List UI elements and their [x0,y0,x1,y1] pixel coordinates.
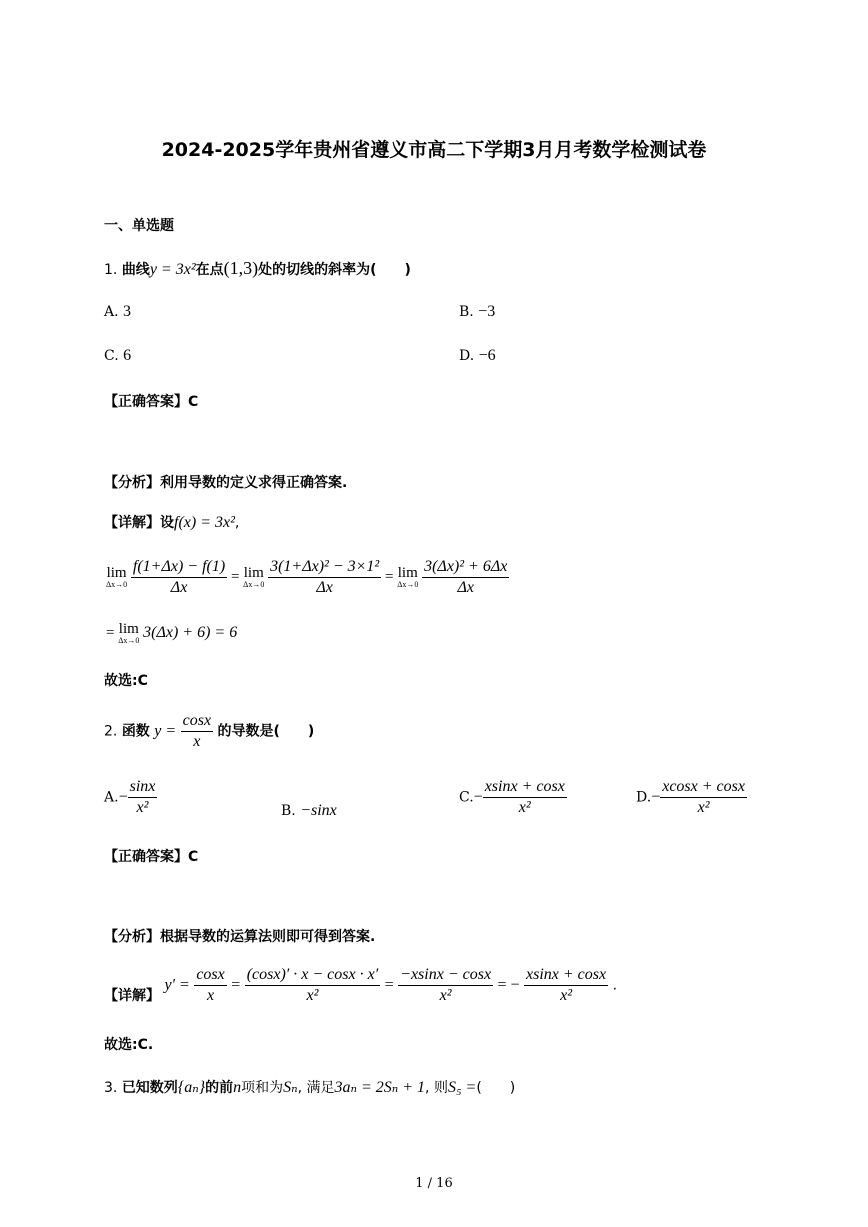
q1-detail: 【详解】设f(x) = 3x², [104,514,240,531]
q2-func-frac: $\frac{\cos x}{x}$ [182,712,212,750]
q1-lim-3: lim Δx→0 [397,565,419,589]
page-number: 1 / 16 [415,1176,453,1191]
section-heading: 一、单选题 [104,218,174,234]
q1-point-expr: (1,3) [223,258,259,278]
q2-option-d: D.− $\frac{xcosx + \cos x}{\text{x²}}$ [636,778,745,816]
q1-limit-result: = lim Δx→0 3(Δx) + 6) = 6 [106,621,238,645]
q1-answer: 【正确答案】C [104,394,199,410]
q1-text-a: 曲线 [121,262,150,278]
page-title: 2024-2025学年贵州省遵义市高二下学期3月月考数学检测试卷 [161,139,707,161]
q2-option-a: A.− $\frac{\sin x}{\text{x²}}$ [104,778,156,816]
q1-text-b: 在点 [195,262,224,278]
q2-answer: 【正确答案】C [104,849,199,865]
q1-detail-expr: f(x) = 3x² [174,514,235,531]
q1-lim-1: lim Δx→0 [106,565,128,589]
q1-option-b: B. −3 [459,303,496,320]
q1-option-c: C. 6 [104,347,132,364]
q1-stem [104,258,411,279]
q1-limit-equation: lim Δx→0 $\frac{f(1+\Delta x) - f(1)}{\Delta x}$ = lim Δx→0 $\frac{\text{3(1+Δx)² − 3×1²}}{\Delta x}$ = lim Δx→0 $\frac{\text{3(Δx)² + 6Δx}}{\Delta x}$ [106,558,508,596]
q2-option-b: B. −sinx [281,802,337,819]
q2-conclusion: 故选:C. [104,1037,154,1053]
q1-conclusion: 故选:C [104,673,148,689]
q2-analysis: 【分析】根据导数的运算法则即可得到答案. [104,929,376,945]
q1-option-d: D. −6 [459,347,496,364]
q1-frac-3: $\frac{\text{3(Δx)² + 6Δx}}{\Delta x}$ [424,558,508,596]
q1-text-c: 处的切线的斜率为( ) [258,262,411,278]
q1-number: 1. [104,262,118,278]
q1-frac-1: $\frac{f(1+\Delta x) - f(1)}{\Delta x}$ [132,558,226,596]
q2-stem: 2. 函数 y = $\frac{\cos x}{x}$ 的导数是( ) [104,712,315,750]
q1-analysis: 【分析】利用导数的定义求得正确答案. [104,475,348,491]
q3-stem: 3. 已知数列{aₙ}的前n项和为Sₙ, 满足3aₙ = 2Sₙ + 1, 则S₅ =( ) [104,1079,516,1096]
q1-curve-expr: y = 3x² [149,261,196,278]
q1-option-a: A. 3 [104,303,132,320]
q2-detail: 【详解】 y′ = $\frac{\cos x}{x}$ = $\frac{(\cos x)' \cdot x - \cos x \cdot x'}{\text{x²}}$ = $\frac{-xsinx - \cos x}{\text{x²}}$ = − $\frac{xsinx + \cos x}{\text{x²}}$ . [104,966,618,1004]
q2-option-c: C.− $\frac{xsinx + \cos x}{\text{x²}}$ [459,778,565,816]
q1-frac-2: $\frac{\text{3(1+Δx)² − 3×1²}}{\Delta x}$ [270,558,380,596]
q1-lim-2: lim Δx→0 [243,565,265,589]
